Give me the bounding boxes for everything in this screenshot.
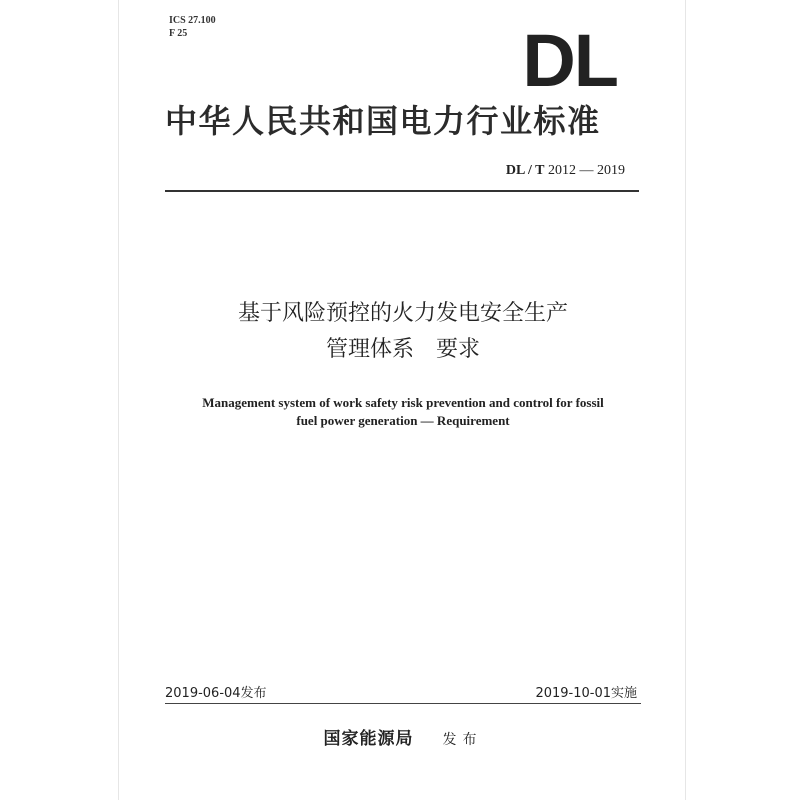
title-chinese-line-2: 管理体系 要求 bbox=[325, 337, 480, 362]
publisher bbox=[119, 724, 687, 749]
issue-date: 2019-06-04发布 bbox=[165, 686, 267, 701]
standard-code bbox=[506, 163, 625, 179]
ics-code: ICS 27.100 bbox=[169, 15, 216, 26]
title-chinese-line-1: 基于风险预控的火力发电安全生产 bbox=[237, 301, 568, 326]
ccs-code: F 25 bbox=[169, 28, 188, 39]
classification-codes bbox=[169, 14, 216, 40]
header-divider bbox=[165, 190, 639, 192]
publisher-name: 国家能源局 bbox=[323, 729, 414, 749]
title-english bbox=[139, 394, 667, 430]
standard-cover bbox=[118, 0, 686, 800]
standard-code-prefix: DL / T bbox=[505, 163, 545, 178]
publisher-verb: 发布 bbox=[442, 732, 483, 748]
title-chinese bbox=[119, 296, 687, 368]
standard-organization-title: 中华人民共和国电力行业标准 bbox=[165, 102, 601, 140]
dl-logo: DL bbox=[522, 19, 617, 102]
footer-divider bbox=[165, 703, 641, 704]
title-english-line-1: Management system of work safety risk prevention and control for fossil bbox=[202, 395, 604, 410]
standard-code-number: 2012 — 2019 bbox=[548, 163, 625, 178]
implementation-date: 2019-10-01实施 bbox=[535, 686, 637, 701]
title-english-line-2: fuel power generation — Requirement bbox=[296, 413, 510, 428]
